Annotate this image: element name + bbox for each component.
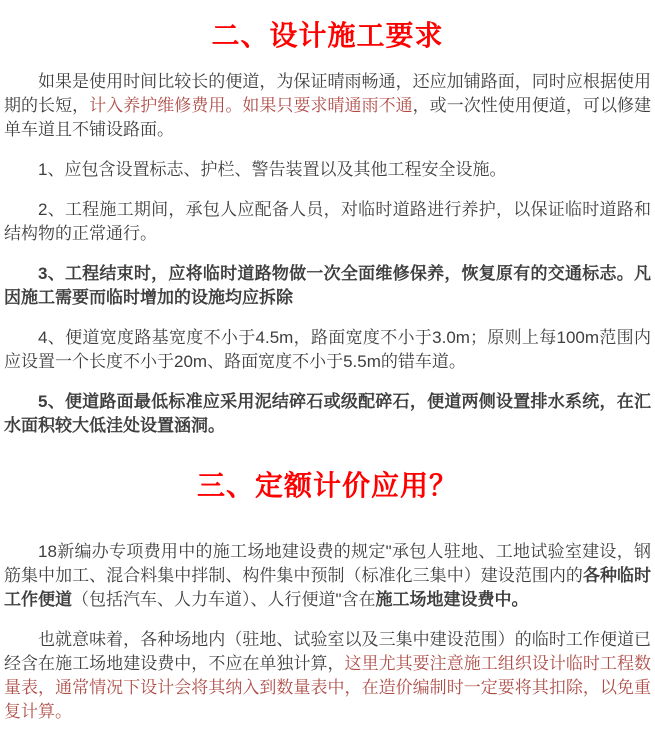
highlighted-text-run: 计入养护维修费用。如果只要求晴通雨不通 xyxy=(89,96,413,115)
list-item-1 xyxy=(4,158,651,182)
quota-rule-paragraph xyxy=(4,540,651,612)
bold-text-run: 各种临时工作便道 xyxy=(4,566,652,609)
highlighted-text-run: 这里尤其要注意施工组织设计临时工程数量表，通常情况下设计会将其纳入到数量表中，在造价编制时一定要将其扣除，以免重复计算。 xyxy=(4,654,652,721)
article-page xyxy=(0,18,655,724)
text-run: ，或一次性使用便道，可以修建单车道且不铺设路面。 xyxy=(4,96,652,139)
text-run: 4、便道宽度路基宽度不小于4.5m，路面宽度不小于3.0m；原则上每100m范围内应设置一个长度不小于20m、路面宽度不小于5.5m的错车道。 xyxy=(4,328,651,371)
list-item-4 xyxy=(4,326,651,374)
text-run: （包括汽车、人力车道）、人行便道"含在 xyxy=(72,590,376,609)
bold-text-run: 5、便道路面最低标准应采用泥结碎石或级配碎石，便道两侧设置排水系统，在汇水面积较大低洼处设置涵洞。 xyxy=(4,392,651,435)
list-item-5 xyxy=(4,390,651,438)
text-run: 1、应包含设置标志、护栏、警告装置以及其他工程安全设施。 xyxy=(38,160,507,179)
section-2-heading: 二、设计施工要求 xyxy=(211,20,444,51)
section-3-heading: 三、定额计价应用？ xyxy=(196,470,458,501)
text-run: 也就意味着，各种场地内（驻地、试验室以及三集中建设范围）的临时工作便道已经含在施工场地建设费中，不应在单独计算， xyxy=(4,630,651,673)
intro-paragraph xyxy=(4,70,651,142)
text-run: 18新编办专项费用中的施工场地建设费的规定"承包人驻地、工地试验室建设，钢筋集中加工、混合料集中拌制、构件集中预制（标准化三集中）建设范围内的 xyxy=(4,542,651,585)
bold-text-run: 3、工程结束时，应将临时道路物做一次全面维修保养，恢复原有的交通标志。凡因施工需要而临时增加的设施均应拆除 xyxy=(4,264,651,307)
text-run: 如果是使用时间比较长的便道，为保证晴雨畅通，还应加铺路面，同时应根据使用期的长短， xyxy=(4,72,651,115)
bold-text-run: 施工场地建设费中。 xyxy=(375,590,529,609)
list-item-2 xyxy=(4,198,651,246)
text-run: 2、工程施工期间，承包人应配备人员，对临时道路进行养护，以保证临时道路和结构物的正常通行。 xyxy=(4,200,651,243)
conclusion-paragraph xyxy=(4,628,651,724)
list-item-3 xyxy=(4,262,651,310)
